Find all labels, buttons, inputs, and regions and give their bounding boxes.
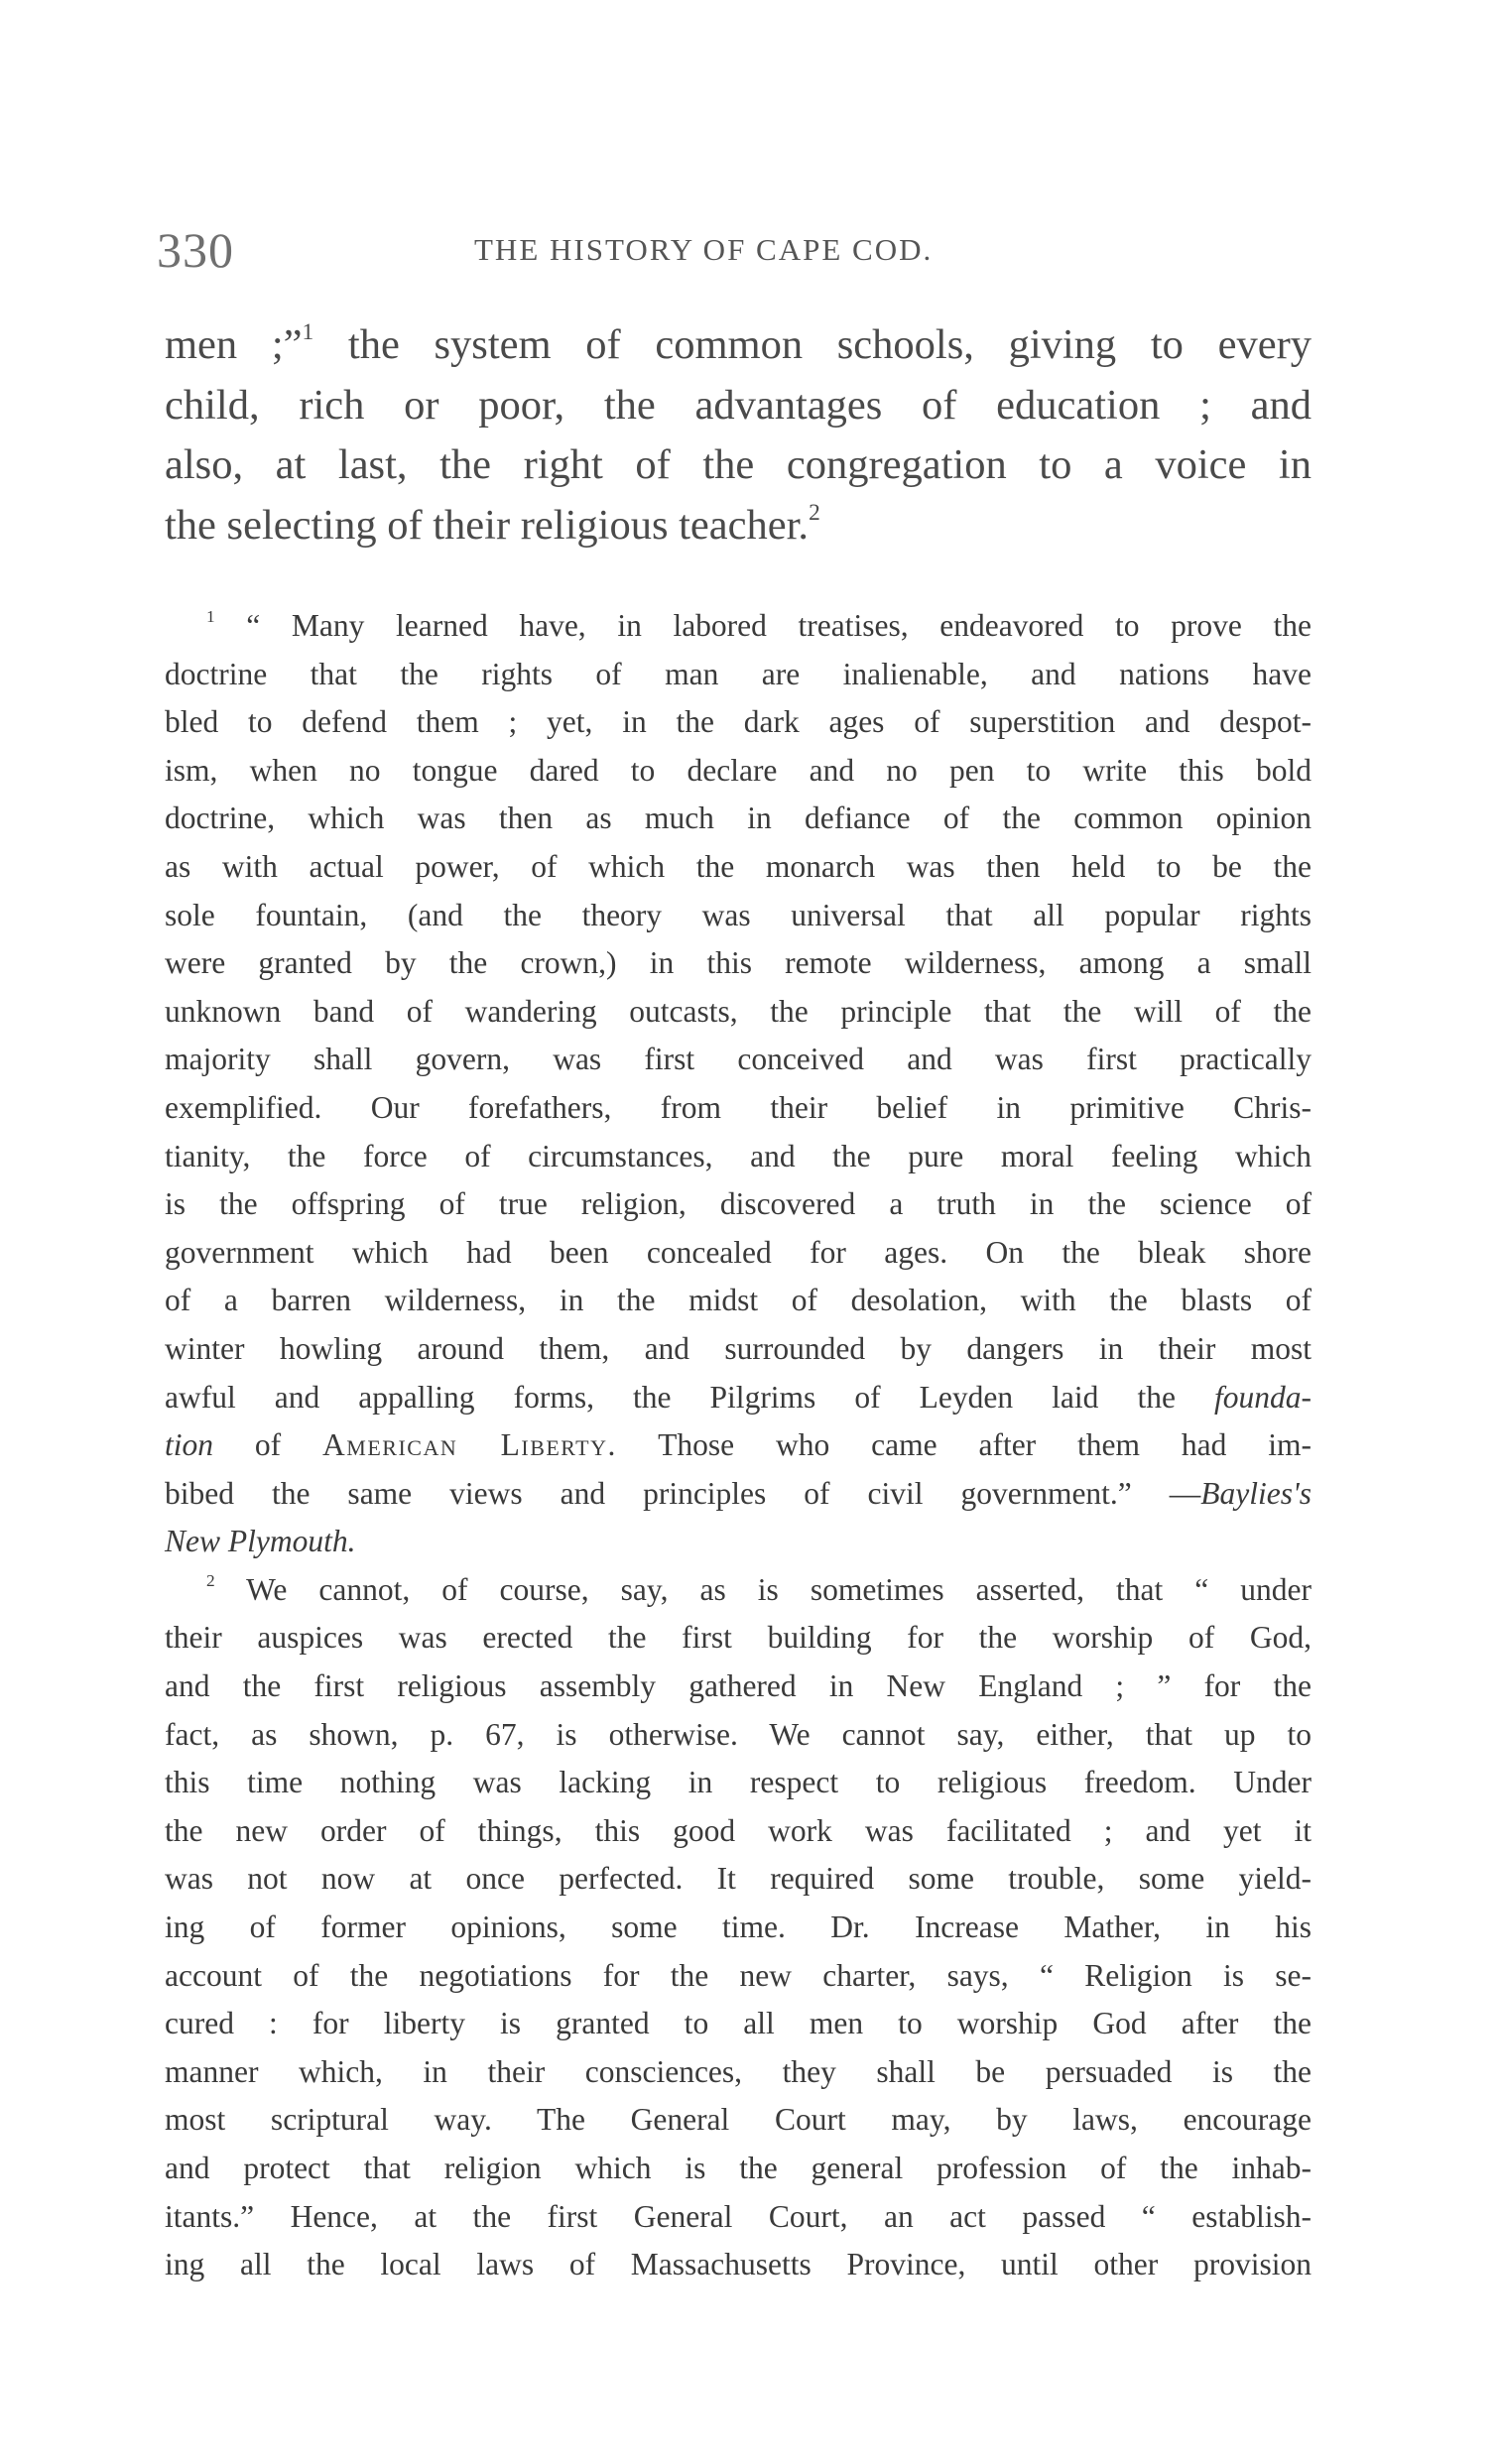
footnote-line: as with actual power, of which the monarch was then held to be the [165,848,1312,884]
footnote-marker: 1 [206,606,215,626]
footnote-line: and the first religious assembly gathered in New England ; ” for the [165,1668,1312,1704]
footnote-text: awful and appalling forms, the Pilgrims of Leyden laid the [165,1379,1176,1415]
footnote-line [165,1374,1312,1422]
footnote-line [165,1470,1312,1519]
footnote-line: ing all the local laws of Massachusetts Province, until other provision [165,2247,1312,2282]
footnote-line: doctrine, which was then as much in defiance of the common opinion [165,801,1312,836]
footnote-line: their auspices was erected the first building for the worship of God, [165,1620,1312,1656]
footnotes [165,602,1312,2289]
footnote-text: We cannot, of course, say, as is sometimes asserted, that “ under [246,1571,1312,1607]
footnote-line: most scriptural way. The General Court may, by laws, encourage [165,2102,1312,2138]
footnote-ref: 1 [302,319,314,346]
footnote-line: sole fountain, (and the theory was universal that all popular rights [165,897,1312,932]
body-text-fragment: the selecting of their religious teacher. [165,501,810,549]
footnote-line [165,1421,1312,1470]
footnote-line: ing of former opinions, some time. Dr. Increase Mather, in his [165,1910,1312,1945]
footnote-line: were granted by the crown,) in this remote wilderness, among a small [165,945,1312,981]
footnote-line: New Plymouth. [165,1524,356,1559]
footnote-text: Those who came after them had im- [658,1427,1312,1463]
footnote-text: bibed the same views and principles of civil government.” — [165,1475,1201,1511]
footnote-italic: Baylies's [1200,1475,1312,1511]
footnote-line: the new order of things, this good work was facilitated ; and yet it [165,1812,1312,1848]
footnote-small-caps: American Liberty. [322,1427,617,1463]
footnote-line: winter howling around them, and surrounded by dangers in their most [165,1330,1312,1366]
page-number: 330 [157,222,234,278]
footnote-line: bled to defend them ; yet, in the dark ages of superstition and despot- [165,704,1312,740]
footnote-line [165,602,1312,651]
footnote-line: fact, as shown, p. 67, is otherwise. We cannot say, either, that up to [165,1716,1312,1752]
footnote-line [165,1566,1312,1615]
footnote-line: majority shall govern, was first conceived and was first practically [165,1042,1312,1077]
footnote-line: itants.” Hence, at the first General Court, an act passed “ establish- [165,2198,1312,2234]
footnote-line: unknown band of wandering outcasts, the principle that the will of the [165,993,1312,1029]
footnote-line: of a barren wilderness, in the midst of desolation, with the blasts of [165,1283,1312,1318]
footnote-text: “ Many learned have, in labored treatises, endeavored to prove the [246,608,1312,643]
footnote-line: and protect that religion which is the general profession of the inhab- [165,2151,1312,2185]
footnote-line: manner which, in their consciences, they shall be persuaded is the [165,2053,1312,2089]
footnote-line: exemplified. Our forefathers, from their belief in primitive Chris- [165,1089,1312,1125]
footnote-italic: tion [165,1427,214,1463]
footnote-line: was not now at once perfected. It required some trouble, some yield- [165,1861,1312,1897]
footnote-ref: 2 [809,499,820,526]
body-line: also, at last, the right of the congregation to a voice in [165,441,1312,488]
body-text-fragment: the system of common schools, giving to every [347,321,1312,368]
footnote-marker: 2 [206,1570,215,1590]
body-line [165,315,1312,376]
footnote-line: ism, when no tongue dared to declare and no pen to write this bold [165,752,1312,788]
footnote-line: this time nothing was lacking in respect to religious freedom. Under [165,1765,1312,1800]
footnote-line: is the offspring of true religion, discovered a truth in the science of [165,1186,1312,1222]
running-head [0,220,1500,280]
footnote-1 [165,602,1312,1566]
footnote-line: account of the negotiations for the new charter, says, “ Religion is se- [165,1957,1312,1993]
footnote-italic: founda- [1214,1379,1312,1415]
footnote-2 [165,1566,1312,2289]
body-paragraph [165,315,1312,555]
footnote-line: doctrine that the rights of man are inalienable, and nations have [165,656,1312,691]
body-line: child, rich or poor, the advantages of education ; and [165,381,1312,429]
footnote-line: government which had been concealed for ages. On the bleak shore [165,1234,1312,1270]
body-text-fragment: men ;” [165,321,303,368]
footnote-line: tianity, the force of circumstances, and the pure moral feeling which [165,1138,1312,1173]
running-title: THE HISTORY OF CAPE COD. [474,232,934,267]
footnote-line: cured : for liberty is granted to all men to worship God after the [165,2006,1312,2041]
footnote-text: of [254,1427,282,1463]
body-line [165,496,1312,556]
